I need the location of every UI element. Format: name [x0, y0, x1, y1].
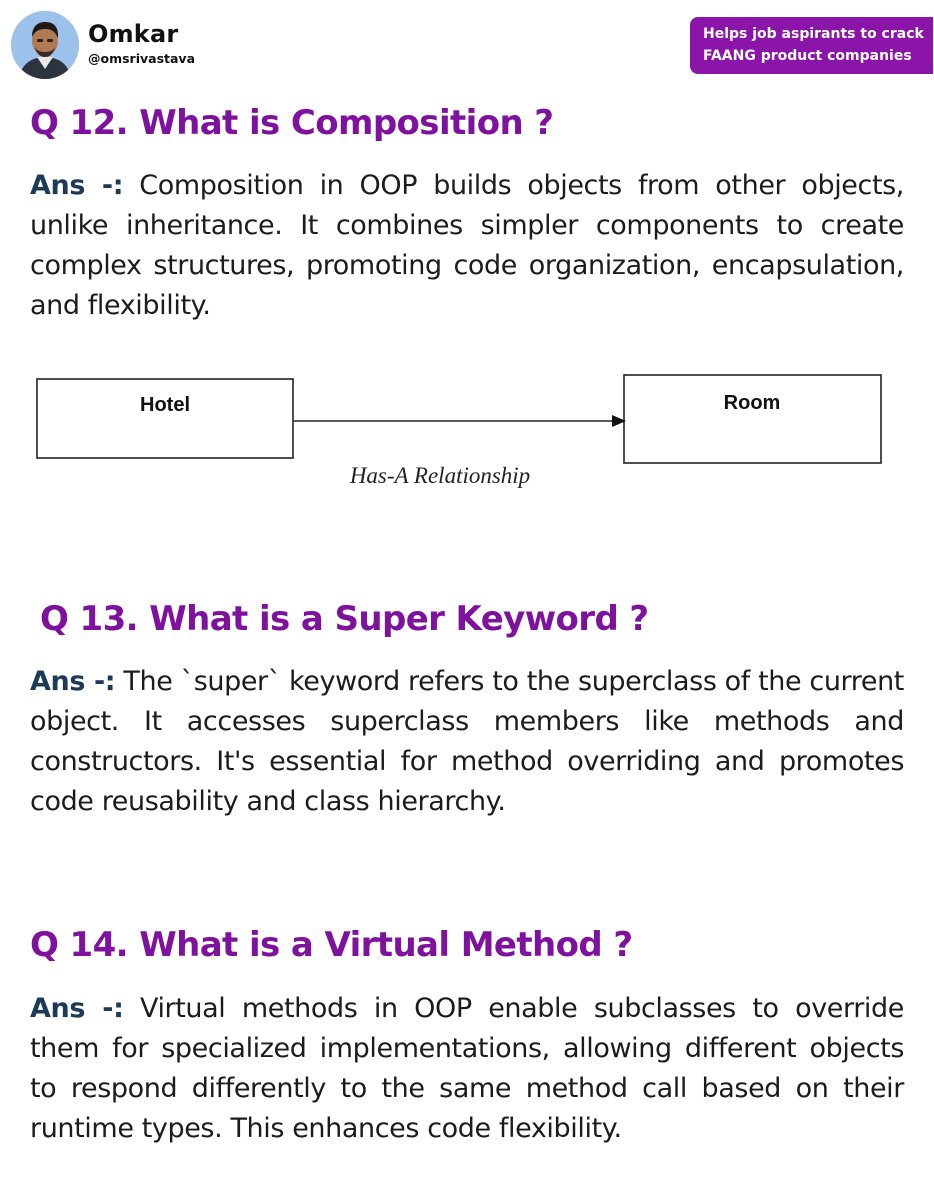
- avatar: [11, 11, 79, 79]
- answer-paragraph-13: [30, 662, 904, 822]
- ans-label: Ans -:: [30, 993, 124, 1024]
- question-heading-14: Q 14. What is a Virtual Method ?: [30, 925, 633, 965]
- tagline-line-2: FAANG product companies: [703, 48, 912, 64]
- ans-label: Ans -:: [30, 666, 116, 697]
- answer-text: Virtual methods in OOP enable subclasses to override them for specialized implementations, allowing different objects to respond differently to the same method call based on their runtime types. This enhances code flexibility.: [30, 993, 904, 1144]
- tagline-line-1: Helps job aspirants to crack: [703, 26, 924, 42]
- answer-text: Composition in OOP builds objects from other objects, unlike inheritance. It combines simpler components to create complex structures, promoting code organization, encapsulation, and flexibility.: [30, 170, 904, 321]
- ans-label: Ans -:: [30, 170, 124, 201]
- question-heading-13: Q 13. What is a Super Keyword ?: [40, 599, 649, 639]
- avatar-portrait-icon: [11, 11, 79, 79]
- question-heading-12: Q 12. What is Composition ?: [30, 103, 554, 143]
- has-a-relationship-diagram: [36, 373, 884, 493]
- author-handle: @omsrivastava: [88, 51, 196, 66]
- page-header: [0, 0, 934, 90]
- room-box: [624, 375, 881, 463]
- answer-paragraph-14: [30, 989, 904, 1149]
- answer-text: The `super` keyword refers to the superclass of the current object. It accesses superclass members like methods and constructors. It's essential for method overriding and promotes code reusability and class hierarchy.: [30, 666, 904, 817]
- hotel-label: Hotel: [140, 394, 190, 416]
- hotel-box: [37, 379, 293, 458]
- answer-paragraph-12: [30, 166, 904, 326]
- tagline-badge: [690, 17, 933, 74]
- relationship-label: Has-A Relationship: [349, 463, 531, 488]
- room-label: Room: [723, 392, 781, 414]
- author-name: Omkar: [88, 20, 179, 48]
